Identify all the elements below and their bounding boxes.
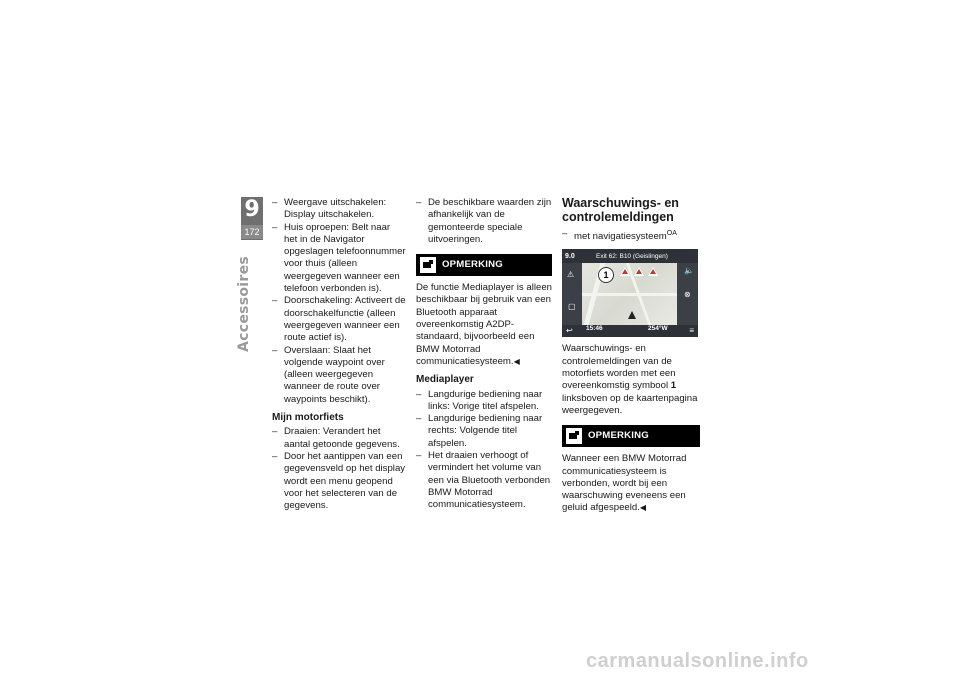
warning-triangle-icon xyxy=(634,267,644,276)
warning-triangle-icon xyxy=(648,267,658,276)
list-item: – De beschikbare waarden zijn afhankelijk van de gemonteerde speciale uitvoeringen. xyxy=(416,197,552,246)
turn-distance: 9.0 xyxy=(565,253,575,261)
section-heading-mediaplayer: Mediaplayer xyxy=(416,374,474,386)
option-text: met navigatiesysteem xyxy=(574,231,667,243)
option-list xyxy=(562,228,700,243)
volume-icon: 🔈 xyxy=(684,266,694,276)
chapter-side-label: Accessoires xyxy=(236,255,252,352)
column-2 xyxy=(416,197,552,512)
list-item: – Overslaan: Slaat het volgende waypoint over (alleen weergegeven wanneer de route over waypoints beschikt). xyxy=(272,345,406,406)
column-3 xyxy=(562,197,700,515)
warning-triangle-icon xyxy=(620,267,630,276)
menu-icon: ≡ xyxy=(689,326,694,336)
mediaplayer-list xyxy=(416,389,552,512)
warning-description xyxy=(562,343,700,417)
heading-readout xyxy=(648,323,668,335)
callout-marker: 1 xyxy=(598,267,614,283)
option-superscript: OA xyxy=(666,230,677,237)
vehicle-position-icon xyxy=(628,311,636,319)
body-text: Waarschuwings- en controlemeldingen van de motorfiets worden met een overeenkomstig symbool xyxy=(562,343,676,392)
note-text xyxy=(416,282,552,368)
motorcycle-list xyxy=(272,426,406,512)
note-label: OPMERKING xyxy=(588,430,649,442)
list-item: – Huis oproepen: Belt naar het in de Navigator opgeslagen telefoonnummer voor thuis (alleen weergegeven wanneer een telefoon verbonden is). xyxy=(272,222,406,296)
list-item: – Het draaien verhoogt of vermindert het volume van een via Bluetooth verbonden BMW Motorrad communicatiesysteem. xyxy=(416,450,552,511)
list-item: – Door het aantippen van een gegevensveld op het display wordt een menu geopend voor het selecteren van de gegevens. xyxy=(272,451,406,512)
hand-note-icon xyxy=(566,428,582,444)
note-label: OPMERKING xyxy=(442,259,503,271)
nav-bottom-bar xyxy=(562,325,698,337)
column-1 xyxy=(272,197,406,512)
nav-right-bar xyxy=(677,263,698,325)
hand-note-icon xyxy=(420,257,436,273)
section-title-warnings: Waarschuwings- en controlemeldingen xyxy=(562,196,679,224)
note-text-body: De functie Mediaplayer is alleen beschikbaar bij gebruik van een Bluetooth apparaat overeenkomstig A2DP-standaard, bijvoorbeeld een BMW Motorrad communicatiesysteem. xyxy=(416,282,552,367)
function-list xyxy=(272,197,406,406)
end-mark-icon: ◀ xyxy=(639,503,647,513)
note-header xyxy=(416,254,552,276)
note-header xyxy=(562,425,700,447)
cancel-route-icon: ⊗ xyxy=(684,290,691,300)
callout-reference: 1 xyxy=(670,380,677,392)
back-icon: ↩ xyxy=(566,326,573,336)
heading-degrees: 254° xyxy=(648,325,662,333)
street-name: Exit 62: B10 (Geislingen) xyxy=(596,253,668,261)
note-text xyxy=(562,453,700,514)
list-item xyxy=(562,228,700,243)
list-item: – Langdurige bediening naar rechts: Volgende titel afspelen. xyxy=(416,413,552,450)
chapter-tab xyxy=(241,197,263,240)
list-item: – Draaien: Verandert het aantal getoonde gegevens. xyxy=(272,426,406,451)
site-watermark: carmanualsonline.info xyxy=(586,650,809,672)
chapter-number: 9 xyxy=(244,197,260,222)
list-item: – Weergave uitschakelen: Display uitschakelen. xyxy=(272,197,406,222)
map-road xyxy=(582,293,677,296)
heading-direction: W xyxy=(661,325,668,333)
section-heading-my-motorcycle: Mijn motorfiets xyxy=(272,412,344,424)
arrival-time: 15:46 xyxy=(586,325,603,333)
navigation-screenshot xyxy=(562,249,698,337)
nav-top-bar xyxy=(562,249,698,263)
body-text: linksboven op de kaartenpagina weergegeven. xyxy=(562,392,698,416)
note-text-body: Wanneer een BMW Motorrad communicatiesysteem is verbonden, wordt bij een waarschuwing eveneens een geluid afgespeeld. xyxy=(562,453,687,514)
speed-sign-icon: ▢ xyxy=(568,302,576,312)
page-number: 172 xyxy=(241,225,263,239)
values-list xyxy=(416,197,552,246)
end-mark-icon: ◀ xyxy=(513,356,520,366)
nav-left-bar xyxy=(562,263,582,325)
list-item: – Doorschakeling: Activeert de doorschakelfunctie (alleen weergegeven wanneer een route actief is). xyxy=(272,295,406,344)
list-item: – Langdurige bediening naar links: Vorige titel afspelen. xyxy=(416,389,552,414)
warning-sign-icon: ⚠ xyxy=(567,270,575,280)
